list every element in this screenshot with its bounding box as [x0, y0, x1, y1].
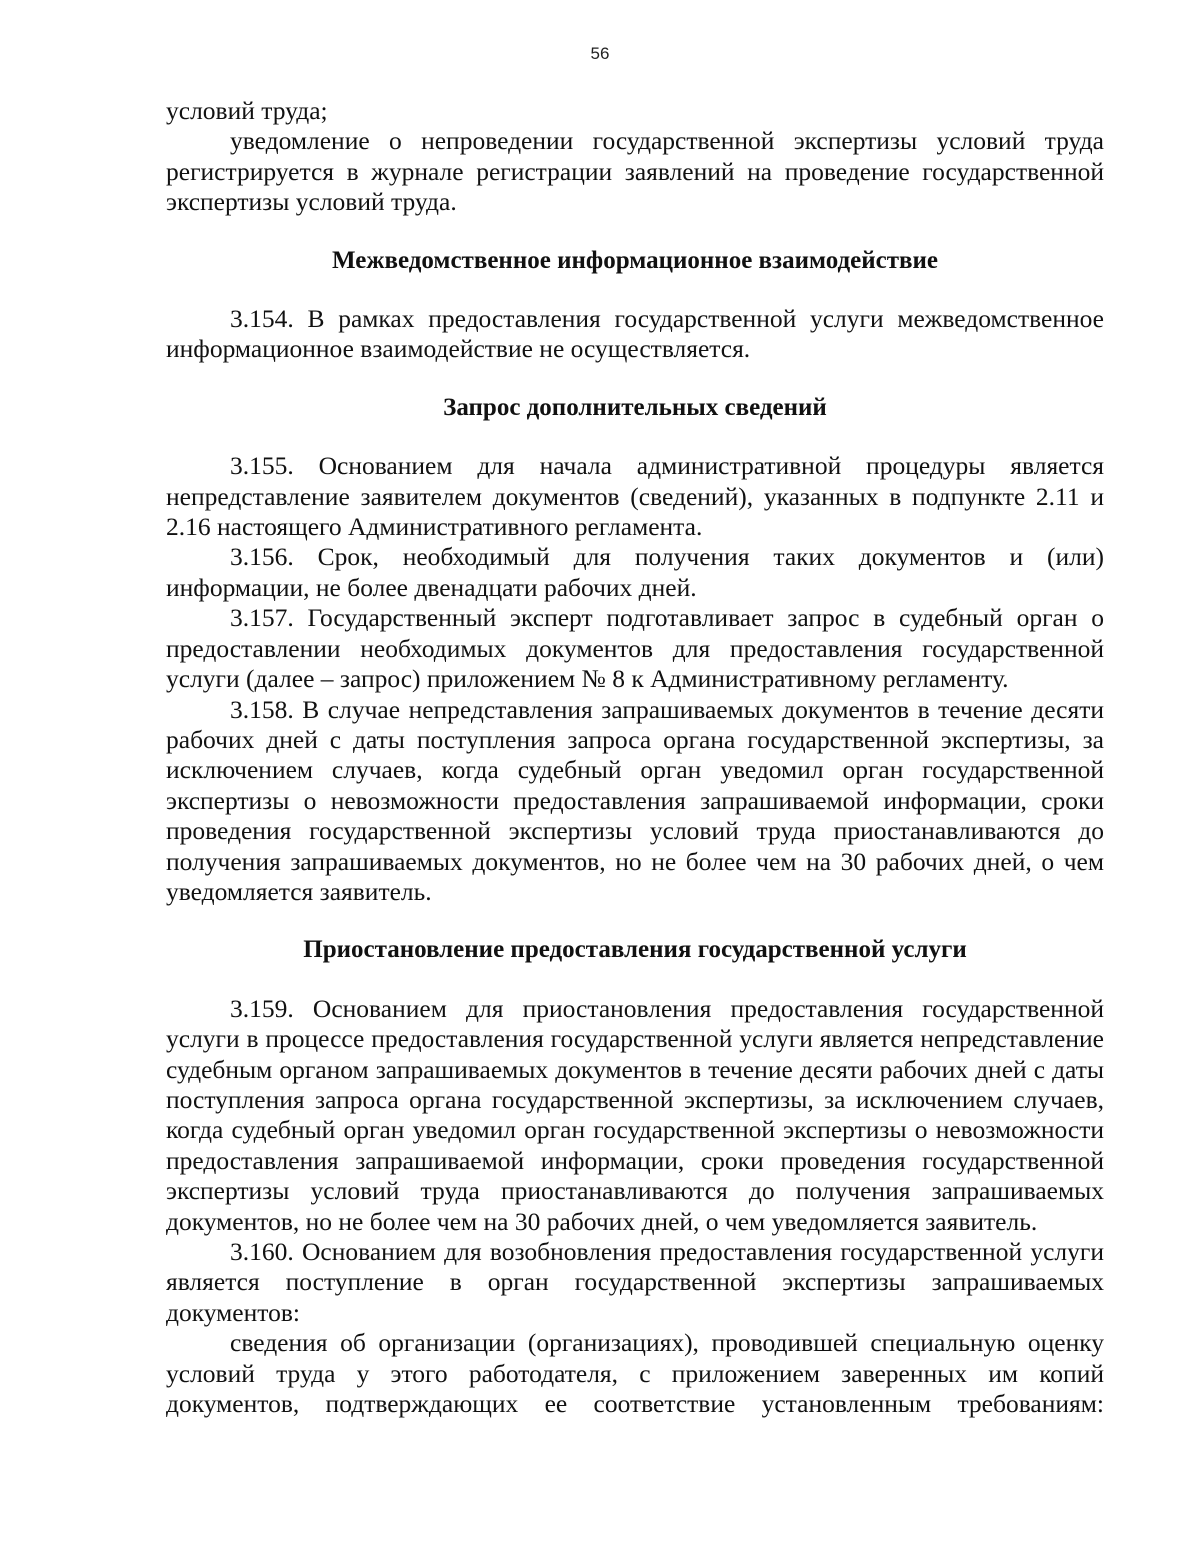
- paragraph-3-155: 3.155. Основанием для начала административной процедуры является непредставление заявителем документов (сведений), указанных в подпункте 2.11 и 2.16 настоящего Административного регламента.: [166, 451, 1104, 542]
- paragraph-3-159: 3.159. Основанием для приостановления предоставления государственной услуги в процессе предоставления государственной услуги является непредставление судебным органом запрашиваемых документов в течение десяти рабочих дней с даты поступления запроса органа государственной экспертизы, за исключением случаев, когда судебный орган уведомил орган государственной экспертизы о невозможности предоставления запрашиваемой информации, сроки проведения государственной экспертизы условий труда приостанавливаются до получения запрашиваемых документов, но не более чем на 30 рабочих дней, о чем уведомляется заявитель.: [166, 993, 1104, 1236]
- document-body: [166, 96, 1104, 1419]
- paragraph-3-160: 3.160. Основанием для возобновления предоставления государственной услуги является поступление в орган государственной экспертизы запрашиваемых документов:: [166, 1237, 1104, 1327]
- paragraph-3-156: 3.156. Срок, необходимый для получения таких документов и (или) информации, не более двенадцати рабочих дней.: [166, 542, 1104, 602]
- paragraph-organization-info: сведения об организации (организациях), проводившей специальную оценку условий труда у этого работодателя, с приложением заверенных им копий документов, подтверждающих ее соответствие установленным требованиям:: [166, 1328, 1104, 1419]
- section-heading-additional-request: Запрос дополнительных сведений: [443, 393, 827, 421]
- paragraph-3-157: 3.157. Государственный эксперт подготавливает запрос в судебный орган о предоставлении необходимых документов для предоставления государственной услуги (далее – запрос) приложением № 8 к Административному регламенту.: [166, 603, 1104, 694]
- paragraph-3-158: 3.158. В случае непредставления запрашиваемых документов в течение десяти рабочих дней с даты поступления запроса органа государственной экспертизы, за исключением случаев, когда судебный орган уведомил орган государственной экспертизы о невозможности предоставления запрашиваемой информации, сроки проведения государственной экспертизы условий труда приостанавливаются до получения запрашиваемых документов, но не более чем на 30 рабочих дней, о чем уведомляется заявитель.: [166, 694, 1104, 906]
- paragraph-continuation: условий труда;: [166, 96, 328, 125]
- section-heading-suspension: Приостановление предоставления государственной услуги: [303, 936, 967, 964]
- section-heading-interagency: Межведомственное информационное взаимодействие: [332, 246, 938, 274]
- paragraph-3-154: 3.154. В рамках предоставления государственной услуги межведомственное информационное взаимодействие не осуществляется.: [166, 304, 1104, 364]
- paragraph-notice-registration: уведомление о непроведении государственной экспертизы условий труда регистрируется в журнале регистрации заявлений на проведение государственной экспертизы условий труда.: [166, 126, 1104, 217]
- page-number: 56: [590, 44, 610, 63]
